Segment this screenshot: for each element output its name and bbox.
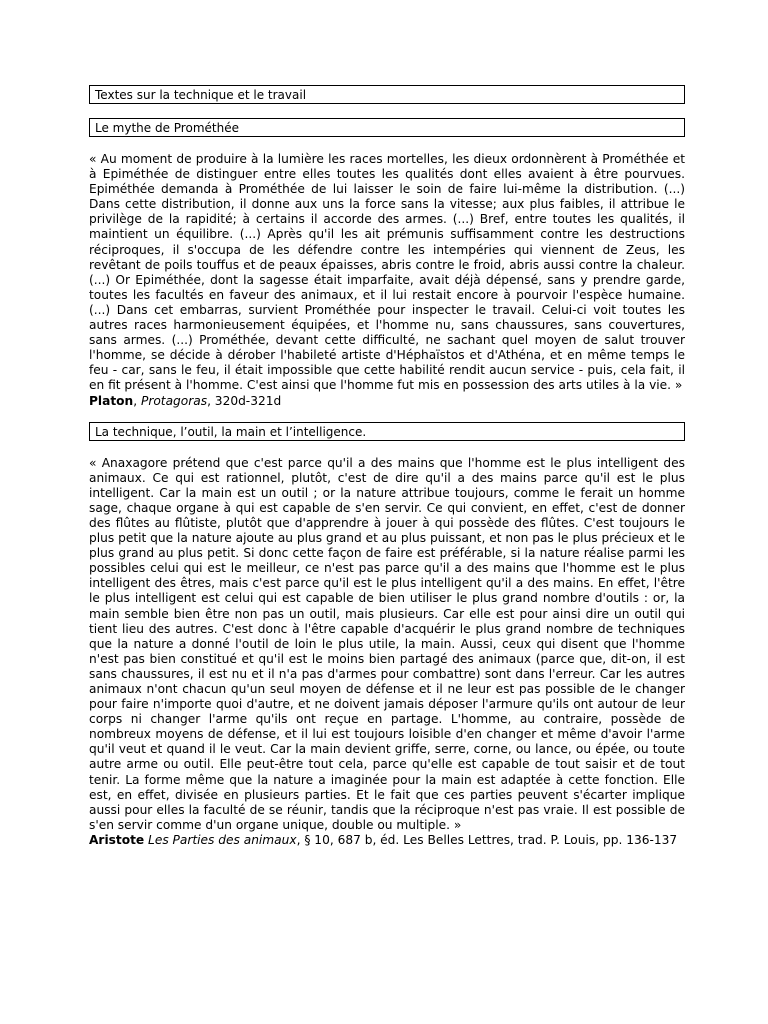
document-page [89, 85, 685, 848]
quote-platon: « Au moment de produire à la lumière les races mortelles, les dieux ordonnèrent à Prométhée et à Epiméthée de distinguer entre elles toutes les qualités dont elles avaient à être pourvues. Epiméthée demanda à Prométhée de lui laisser le soin de faire lui-même la distribution. (...) Dans cette distribution, il donne aux uns la force sans la vitesse; aux plus faibles, il attribue le privilège de la rapidité; à certains il accorde des armes. (...) Bref, entre toutes les qualités, il maintient un équilibre. (...) Après qu'il les ait prémunis suffisamment contre les destructions réciproques, il s'occupa de les défendre contre les intempéries qui viennent de Zeus, les revêtant de poils touffus et de peaux épaisses, abris contre le froid, abris aussi contre la chaleur. (...) Or Epiméthée, dont la sagesse était imparfaite, avait déjà dépensé, sans y prendre garde, toutes les facultés en faveur des animaux, et il lui restait encore à pourvoir l'espèce humaine. (...) Dans cet embarras, survient Prométhée pour inspecter le travail. Celui-ci voit toutes les autres races harmonieusement équipées, et l'homme nu, sans chaussures, sans couvertures, sans armes. (...) Prométhée, devant cette difficulté, ne sachant quel moyen de salut trouver l'homme, se décide à dérober l'habileté artiste d'Héphaïstos et d'Athéna, et en même temps le feu - car, sans le feu, il était impossible que cette habilité rendit aucun service - puis, cela fait, il en fit présent à l'homme. C'est ainsi que l'homme fut mis en possession des arts utiles à la vie. » [89, 152, 685, 393]
section-heading-technique: La technique, l’outil, la main et l’intelligence. [95, 424, 367, 439]
citation-author: Platon [89, 393, 134, 408]
citation-reference: , 320d-321d [207, 393, 282, 408]
quote-aristote: « Anaxagore prétend que c'est parce qu'il a des mains que l'homme est le plus intelligent des animaux. Ce qui est rationnel, plutôt, c'est de dire qu'il a des mains parce qu'il est le plus intelligent. Car la main est un outil ; or la nature attribue toujours, comme le ferait un homme sage, chaque organe à qui est capable de s'en servir. Ce qui convient, en effet, c'est de donner des flûtes au flûtiste, plutôt que d'apprendre à jouer à qui possède des flûtes. C'est toujours le plus petit que la nature ajoute au plus grand et au plus puissant, et non pas le plus précieux et le plus grand au plus petit. Si donc cette façon de faire est préférable, si la nature réalise parmi les possibles celui qui est le meilleur, ce n'est pas parce qu'il a des mains que l'homme est le plus intelligent des êtres, mais c'est parce qu'il est le plus intelligent qu'il a des mains. En effet, l'être le plus intelligent est celui qui est capable de bien utiliser le plus grand nombre d'outils : or, la main semble bien être non pas un outil, mais plusieurs. Car elle est pour ainsi dire un outil qui tient lieu des autres. C'est donc à l'être capable d'acquérir le plus grand nombre de techniques que la nature a donné l'outil de loin le plus utile, la main. Aussi, ceux qui disent que l'homme n'est pas bien constitué et qu'il est le moins bien partagé des animaux (parce que, dit-on, il est sans chaussures, il est nu et il n'a pas d'armes pour combattre) sont dans l'erreur. Car les autres animaux n'ont chacun qu'un seul moyen de défense et il ne leur est pas possible de le changer pour faire n'importe quoi d'autre, et ne doivent jamais déposer l'armure qu'ils ont autour de leur corps ni changer l'arme qu'ils ont reçue en partage. L'homme, au contraire, possède de nombreux moyens de défense, et il lui est toujours loisible d'en changer et même d'avoir l'arme qu'il veut et quand il le veut. Car la main devient griffe, serre, corne, ou lance, ou épée, ou toute autre arme ou outil. Elle peut-être tout cela, parce qu'elle est capable de tout saisir et de tout tenir. La forme même que la nature a imaginée pour la main est adaptée à cette fonction. Elle est, en effet, divisée en plusieurs parties. Et le fait que ces parties peuvent s'écarter implique aussi pour elles la faculté de se réunir, tandis que la réciproque n'est pas vraie. Il est possible de s'en servir comme d'un organe unique, double ou multiple. » [89, 455, 685, 832]
section-heading-box [89, 118, 685, 137]
document-title-box [89, 85, 685, 104]
citation-work: Protagoras [140, 393, 208, 408]
citation-reference: , § 10, 687 b, éd. Les Belles Lettres, trad. P. Louis, pp. 136-137 [296, 832, 678, 847]
citation-work: Les Parties des animaux [148, 832, 297, 847]
citation-author: Aristote [89, 832, 145, 847]
section-heading-box [89, 422, 685, 441]
citation-platon: Platon, Protagoras, 320d-321d [89, 393, 282, 408]
citation-aristote [89, 833, 685, 848]
section-heading-prometheus: Le mythe de Prométhée [95, 121, 239, 135]
document-title: Textes sur la technique et le travail [95, 88, 307, 102]
